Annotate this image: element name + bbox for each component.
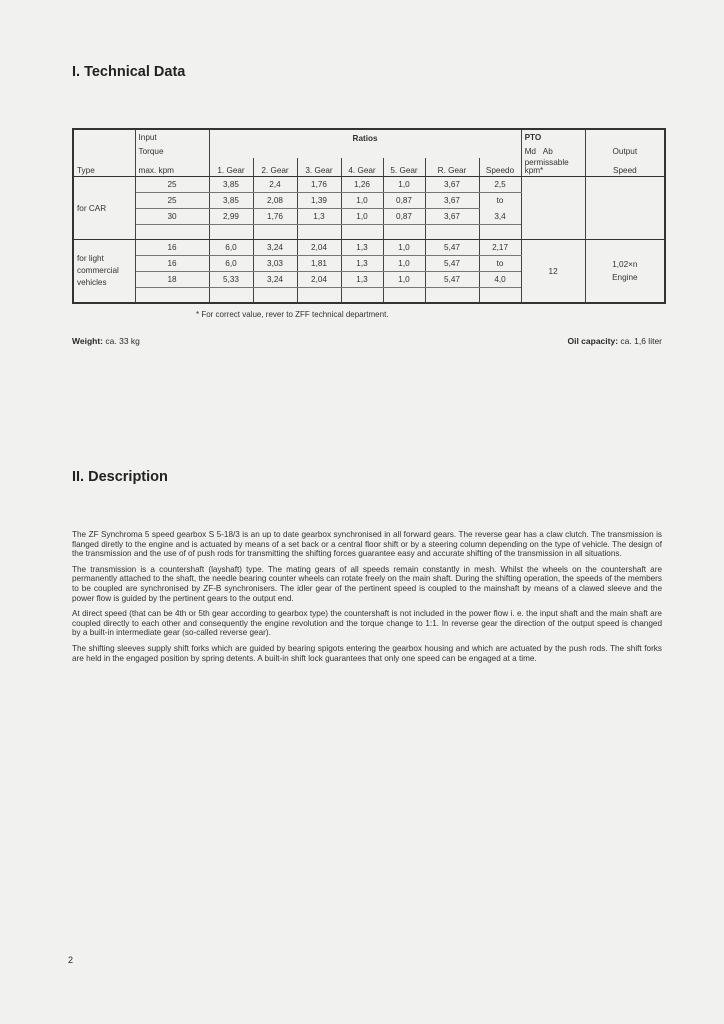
gear-4-header: 4. Gear	[341, 158, 383, 177]
torque-header-line3: max. kpm	[135, 158, 209, 177]
pto-md-ab-header: Md Ab	[521, 144, 585, 158]
table-row: 16 6,0 3,03 1,81 1,3 1,0 5,47 to	[73, 256, 665, 272]
torque-header-line2: Torque	[135, 144, 209, 158]
oil-capacity-info: Oil capacity: ca. 1,6 liter	[567, 336, 662, 346]
table-footnote: * For correct value, rever to ZFF technical department.	[196, 310, 389, 319]
lcv-group-label: for light commercial vehicles	[73, 240, 135, 304]
pto-value: 12	[521, 240, 585, 304]
table-row: for CAR 25 3,85 2,4 1,76 1,26 1,0 3,67 2,5	[73, 177, 665, 193]
torque-header-line1: Input	[135, 129, 209, 144]
section-title-description: II. Description	[72, 469, 168, 485]
type-header-blank	[73, 129, 135, 144]
description-paragraph: The transmission is a countershaft (layshaft) type. The mating gears of all speeds remain constantly in mesh. Whilst the wheels on the countershaft are permanently attached to the shaft, the needle bearing counter wheels can rotate freely on the main shaft. During the shifting operation, the speeds of the members to be coupled are synchronised by ZF-B synchronisers. The idler gear of the pertinent speed is coupled to the mainshaft by means of a clawed sleeve and the power flow is guided by the pertinent gears to the output end.	[72, 564, 662, 603]
pto-permissable-header: permissable kpm*	[521, 158, 585, 177]
table-row: 30 2,99 1,76 1,3 1,0 0,87 3,67 3,4	[73, 209, 665, 225]
ratios-header: Ratios	[209, 129, 521, 158]
table-row: 25 3,85 2,08 1,39 1,0 0,87 3,67 to	[73, 193, 665, 209]
output-speed-value: 1,02×n Engine	[585, 240, 665, 304]
speedo-header: Speedo	[479, 158, 521, 177]
gear-5-header: 5. Gear	[383, 158, 425, 177]
description-paragraph: The ZF Synchroma 5 speed gearbox S 5-18/3 is an up to date gearbox synchronised in all forward gears. The reverse gear has a claw clutch. The transmission is flanged diretly to the engine and is actuated by means of a set back or a central floor shift or by a steering column depending on the type of vehicle. The design of the transmission and the use of of push rods for transmitting the shifting forces guarantee easy and accurate shifting of the transmission in all situations.	[72, 530, 662, 559]
description-paragraph: At direct speed (that can be 4th or 5th gear according to gearbox type) the countershaft is not included in the power flow i. e. the input shaft and the main shaft are coupled directly to each other and consequently the engine revolution and the torque change to 1:1. In reverse gear the direction of the output speed is changed by a built-in intermediate gear (so-called reverse gear).	[72, 609, 662, 638]
pto-header: PTO	[521, 129, 585, 144]
weight-info: Weight: ca. 33 kg	[72, 336, 140, 346]
type-header: Type	[73, 158, 135, 177]
table-row: 18 5,33 3,24 2,04 1,3 1,0 5,47 4,0	[73, 272, 665, 288]
gear-1-header: 1. Gear	[209, 158, 253, 177]
page-number: 2	[68, 955, 74, 965]
output-blank	[585, 129, 665, 144]
technical-data-table	[72, 128, 666, 304]
car-group-label: for CAR	[73, 177, 135, 240]
gear-3-header: 3. Gear	[297, 158, 341, 177]
output-speed-header-line1: Output	[585, 144, 665, 158]
section-title-technical-data: I. Technical Data	[72, 64, 186, 80]
gear-2-header: 2. Gear	[253, 158, 297, 177]
reverse-gear-header: R. Gear	[425, 158, 479, 177]
table-row: for light commercial vehicles 16 6,0 3,24 2,04 1,3 1,0 5,47 2,17 12 1,02×n Engine	[73, 240, 665, 256]
description-paragraph: The shifting sleeves supply shift forks which are guided by bearing spigots entering the gearbox housing and which are actuated by the push rods. The shift forks are held in the engaged position by spring detents. A built-in shift lock guarantees that only one speed can be engaged at a time.	[72, 643, 662, 663]
output-speed-header-line2: Speed	[585, 158, 665, 177]
description-body	[72, 530, 662, 669]
